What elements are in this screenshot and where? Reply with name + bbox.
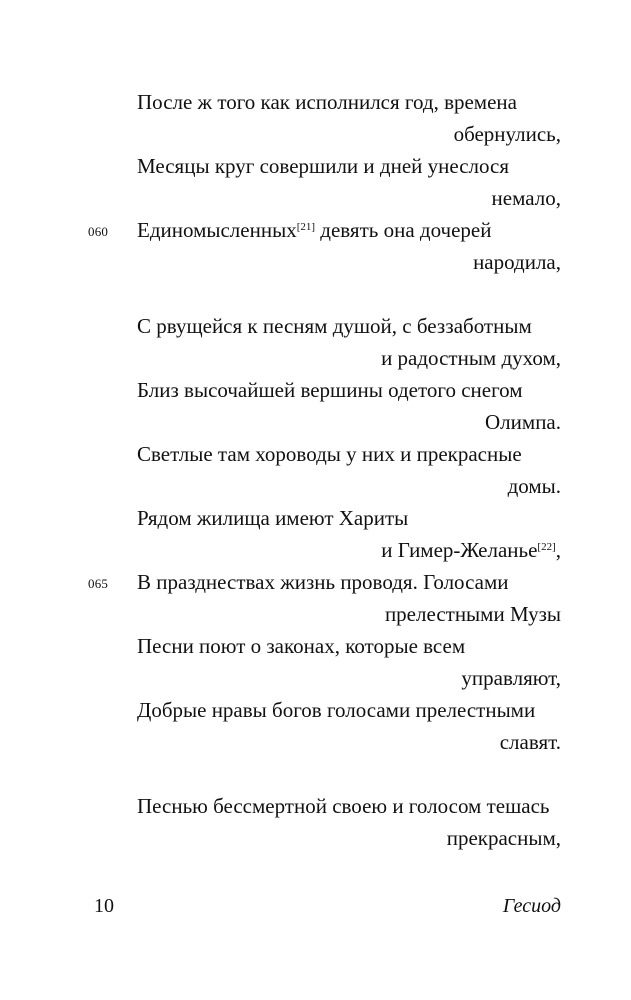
running-footer-author: Гесиод (502, 895, 561, 917)
line-number: 060 (88, 224, 109, 239)
verse-line: С рвущейся к песням душой, с беззаботным (137, 314, 532, 338)
verse-continuation: и радостным духом, (381, 346, 561, 370)
line-number: 065 (88, 576, 109, 591)
verse-continuation: славят. (499, 730, 561, 754)
page-number: 10 (94, 895, 114, 917)
footnote-ref-21[interactable]: [21] (296, 221, 316, 233)
verse-line: Рядом жилища имеют Хариты (137, 506, 409, 530)
verse-continuation: прелестными Музы (384, 602, 561, 626)
verse-line: Песни поют о законах, которые всем (137, 634, 466, 658)
verse-line: Светлые там хороводы у них и прекрасные (137, 442, 522, 466)
verse-continuation: управляют, (461, 666, 561, 690)
verse-text: и Гимер-Желанье (381, 538, 538, 562)
verse-continuation: домы. (507, 474, 561, 498)
verse-line: В празднествах жизнь проводя. Голосами (137, 570, 509, 594)
verse-line: Песнью бессмертной своею и голосом тешась (137, 794, 550, 818)
verse-continuation (381, 538, 561, 562)
footnote-ref-22[interactable]: [22] (537, 541, 556, 553)
verse-line (137, 218, 491, 242)
verse-text: девять она дочерей (315, 218, 492, 242)
verse-continuation: Олимпа. (485, 410, 561, 434)
verse-text: , (555, 538, 561, 562)
verse-line: Месяцы круг совершили и дней унеслося (137, 154, 510, 178)
verse-continuation: прекрасным, (446, 826, 561, 850)
verse-line: Близ высочайшей вершины одетого снегом (137, 378, 523, 402)
verse-continuation: народила, (473, 250, 561, 274)
verse-line: После ж того как исполнился год, времена (137, 90, 517, 114)
verse-text: Единомысленных (137, 218, 297, 242)
verse-continuation: обернулись, (453, 122, 561, 146)
verse-line: Добрые нравы богов голосами прелестными (137, 698, 536, 722)
verse-continuation: немало, (491, 186, 561, 210)
